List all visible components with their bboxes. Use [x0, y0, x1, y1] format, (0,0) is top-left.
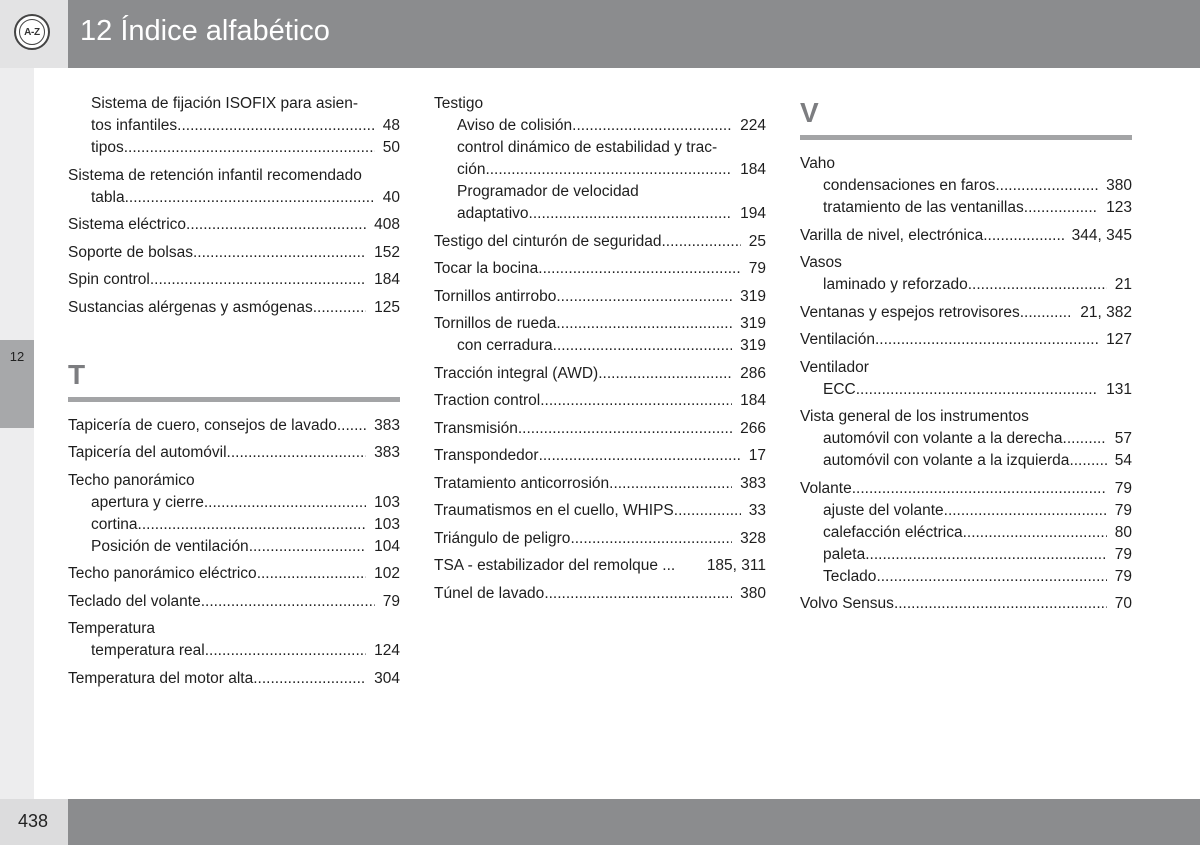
- dot-leader: [257, 563, 366, 585]
- page-reference[interactable]: 184: [740, 161, 766, 178]
- entry-label: Ventilación: [800, 331, 875, 348]
- entry-label: Triángulo de peligro: [434, 529, 571, 547]
- page-reference[interactable]: 319: [740, 337, 766, 354]
- page-reference[interactable]: 380: [740, 584, 766, 602]
- dot-leader: [944, 500, 1107, 522]
- index-subentry[interactable]: [434, 335, 766, 357]
- dot-leader: [186, 214, 366, 236]
- page-reference[interactable]: 57: [1114, 430, 1132, 447]
- page-reference[interactable]: 127: [1106, 331, 1132, 348]
- dot-leader: [1069, 450, 1106, 472]
- index-subentry[interactable]: [68, 187, 400, 209]
- page-reference[interactable]: 380: [1106, 177, 1132, 194]
- index-subentry: [434, 137, 766, 159]
- index-entry: [800, 252, 1132, 274]
- index-entry[interactable]: [68, 668, 400, 690]
- index-entry[interactable]: [434, 390, 766, 412]
- entry-label: ajuste del volante: [823, 501, 944, 519]
- dot-leader: [227, 442, 367, 464]
- index-entry[interactable]: [68, 214, 400, 236]
- dot-leader: [540, 390, 732, 412]
- entry-label: Volante: [800, 479, 852, 497]
- page-reference[interactable]: 383: [374, 444, 400, 461]
- entry-label: Vaho: [800, 155, 836, 172]
- dot-leader: [529, 203, 733, 225]
- page-reference[interactable]: 125: [374, 298, 400, 316]
- index-entry[interactable]: [68, 242, 400, 264]
- index-entry[interactable]: [68, 591, 400, 613]
- entry-label: tratamiento de las ventanillas: [823, 199, 1024, 216]
- entry-label: calefacción eléctrica: [823, 523, 963, 541]
- page-reference[interactable]: 79: [1114, 545, 1132, 563]
- entry-label: Testigo del cinturón de seguridad: [434, 232, 662, 250]
- dot-leader: [538, 258, 740, 280]
- entry-label: tabla: [91, 188, 125, 206]
- dot-leader: [983, 225, 1063, 247]
- entry-label: Posición de ventilación: [91, 537, 249, 555]
- section-letter-heading: [800, 93, 1132, 153]
- page-reference[interactable]: 21: [1114, 276, 1132, 293]
- entry-label: laminado y reforzado: [823, 276, 968, 293]
- index-subentry[interactable]: [434, 159, 766, 181]
- page-reference[interactable]: 383: [374, 416, 400, 434]
- entry-label: Soporte de bolsas: [68, 243, 193, 261]
- entry-label: con cerradura: [457, 337, 553, 354]
- page-reference[interactable]: 123: [1106, 199, 1132, 216]
- index-subentry[interactable]: [800, 450, 1132, 472]
- entry-label: temperatura real: [91, 642, 205, 659]
- entry-label: Programador de velocidad: [457, 183, 639, 200]
- dot-leader: [539, 445, 741, 467]
- footer-band: [68, 799, 1200, 845]
- page-reference[interactable]: 383: [740, 474, 766, 492]
- page-reference[interactable]: 152: [374, 243, 400, 261]
- dot-leader: [995, 175, 1098, 197]
- section-rule: [800, 135, 1132, 140]
- entry-label: Traction control: [434, 392, 541, 409]
- page-reference[interactable]: 17: [748, 447, 766, 464]
- entry-label: Vista general de los instrumentos: [800, 408, 1029, 425]
- dot-leader: [177, 115, 375, 137]
- index-column-2: [434, 93, 766, 605]
- dot-leader: [609, 473, 732, 495]
- page-reference[interactable]: 103: [374, 493, 400, 511]
- page-reference[interactable]: 224: [740, 117, 766, 134]
- entry-label: automóvil con volante a la izquierda: [823, 452, 1070, 469]
- entry-label: Sustancias alérgenas y asmógenas: [68, 298, 313, 316]
- dot-leader: [1020, 302, 1073, 324]
- entry-label: condensaciones en faros: [823, 177, 996, 194]
- page-reference[interactable]: 25: [748, 232, 766, 250]
- index-subentry[interactable]: [434, 115, 766, 137]
- page-reference[interactable]: 319: [740, 315, 766, 332]
- dot-leader: [856, 379, 1098, 401]
- entry-label: control dinámico de estabilidad y trac-: [457, 139, 718, 156]
- entry-label: Sistema de retención infantil recomendado: [68, 166, 362, 184]
- index-entry[interactable]: [434, 473, 766, 495]
- dot-leader: [865, 544, 1107, 566]
- entry-label: cortina: [91, 515, 138, 533]
- index-entry: [800, 153, 1132, 175]
- index-entry[interactable]: [68, 297, 400, 319]
- index-subentry[interactable]: [800, 175, 1132, 197]
- entry-label: Sistema de fijación ISOFIX para asien-: [91, 95, 359, 112]
- index-subentry[interactable]: [68, 514, 400, 536]
- page-reference[interactable]: 328: [740, 529, 766, 547]
- page-reference[interactable]: 266: [740, 419, 766, 437]
- dot-leader: [124, 137, 375, 159]
- dot-leader: [556, 286, 732, 308]
- dot-leader: [253, 668, 366, 690]
- index-entry[interactable]: [800, 225, 1132, 247]
- entry-label: Varilla de nivel, electrónica: [800, 226, 984, 244]
- dot-leader: [1063, 428, 1107, 450]
- dot-leader: [205, 640, 366, 662]
- entry-label: Aviso de colisión: [457, 117, 573, 134]
- entry-label: Teclado del volante: [68, 592, 201, 610]
- page-reference[interactable]: 33: [748, 502, 766, 519]
- dot-leader: [485, 159, 732, 181]
- index-entry[interactable]: [68, 415, 400, 437]
- index-subentry[interactable]: [800, 197, 1132, 219]
- entry-label: Túnel de lavado: [434, 584, 545, 602]
- entry-label: TSA - estabilizador del remolque ...: [434, 557, 676, 574]
- entry-label: Testigo: [434, 95, 484, 112]
- page-reference[interactable]: 131: [1106, 380, 1132, 398]
- page-reference[interactable]: 54: [1114, 452, 1132, 469]
- dot-leader: [556, 313, 732, 335]
- index-entry: [68, 470, 400, 492]
- index-subentry[interactable]: [800, 379, 1132, 401]
- index-entry[interactable]: [68, 563, 400, 585]
- page-reference[interactable]: 185, 311: [706, 557, 766, 574]
- entry-label: tos infantiles: [91, 117, 178, 134]
- page-reference[interactable]: 286: [740, 364, 766, 382]
- dot-leader: [544, 583, 732, 605]
- entry-label: Sistema eléctrico: [68, 216, 187, 233]
- entry-label: Tapicería del automóvil: [68, 444, 227, 461]
- index-subentry[interactable]: [434, 203, 766, 225]
- page-title: 12 Índice alfabético: [80, 15, 330, 47]
- entry-label: paleta: [823, 545, 866, 563]
- page-reference[interactable]: 408: [374, 216, 400, 233]
- dot-leader: [852, 478, 1107, 500]
- page-reference[interactable]: 184: [740, 392, 766, 409]
- page-reference[interactable]: 319: [740, 287, 766, 305]
- entry-label: Ventilador: [800, 358, 869, 376]
- entry-label: adaptativo: [457, 205, 529, 222]
- index-subentry[interactable]: [68, 137, 400, 159]
- chapter-tab[interactable]: 12: [0, 340, 34, 428]
- entry-label: Vasos: [800, 254, 842, 271]
- page-reference[interactable]: 21, 382: [1080, 303, 1132, 321]
- entry-label: Tornillos de rueda: [434, 315, 557, 332]
- index-entry[interactable]: [434, 313, 766, 335]
- index-entry[interactable]: [434, 500, 766, 522]
- entry-label: Traumatismos en el cuello, WHIPS: [434, 502, 674, 519]
- index-subentry[interactable]: [800, 522, 1132, 544]
- index-entry[interactable]: [800, 329, 1132, 351]
- page-reference[interactable]: 79: [748, 260, 766, 277]
- index-subentry[interactable]: [800, 544, 1132, 566]
- entry-label: Spin control: [68, 271, 150, 288]
- header-corner: [0, 0, 68, 68]
- a-z-badge-text: A-Z: [19, 19, 45, 45]
- index-entry: [68, 618, 400, 640]
- dot-leader: [138, 514, 367, 536]
- page-reference[interactable]: 102: [374, 565, 400, 582]
- index-column-1: [68, 93, 400, 690]
- page-number: 438: [18, 811, 49, 831]
- index-entry[interactable]: [434, 286, 766, 308]
- entry-label: apertura y cierre: [91, 493, 204, 511]
- index-entry[interactable]: [800, 593, 1132, 615]
- entry-label: Tracción integral (AWD): [434, 364, 599, 382]
- index-entry[interactable]: [434, 445, 766, 467]
- index-entry[interactable]: [800, 302, 1132, 324]
- index-entry: [434, 93, 766, 115]
- index-subentry: [434, 181, 766, 203]
- side-strip: [0, 68, 34, 799]
- index-subentry[interactable]: [68, 115, 400, 137]
- entry-label: Tratamiento anticorrosión: [434, 474, 610, 492]
- dot-leader: [313, 297, 366, 319]
- entry-label: ción: [457, 161, 486, 178]
- index-entry[interactable]: [434, 231, 766, 253]
- dot-leader: [1024, 197, 1098, 219]
- index-subentry: [68, 93, 400, 115]
- page-reference[interactable]: 70: [1114, 595, 1132, 612]
- section-letter: V: [800, 97, 819, 128]
- dot-leader: [570, 528, 732, 550]
- dot-leader: [337, 415, 366, 437]
- page-reference[interactable]: 79: [382, 592, 400, 610]
- index-entry[interactable]: [68, 269, 400, 291]
- entry-label: automóvil con volante a la derecha: [823, 430, 1063, 447]
- dot-leader: [661, 231, 740, 253]
- entry-label: Techo panorámico eléctrico: [68, 565, 257, 582]
- section-letter: T: [68, 358, 86, 390]
- dot-leader: [249, 536, 366, 558]
- dot-leader: [598, 363, 732, 385]
- index-subentry[interactable]: [800, 428, 1132, 450]
- entry-label: ECC: [823, 380, 856, 398]
- entry-label: tipos: [91, 139, 124, 156]
- page-reference[interactable]: 184: [374, 271, 400, 288]
- entry-label: Teclado: [823, 567, 877, 585]
- index-entry[interactable]: [68, 442, 400, 464]
- index-entry[interactable]: [434, 363, 766, 385]
- dot-leader: [674, 500, 741, 522]
- dot-leader: [193, 242, 366, 264]
- entry-label: Transpondedor: [434, 447, 539, 464]
- index-entry: [800, 406, 1132, 428]
- dot-leader: [968, 274, 1107, 296]
- dot-leader: [876, 566, 1106, 588]
- page-reference[interactable]: 304: [374, 669, 400, 687]
- entry-label: Temperatura del motor alta: [68, 669, 254, 687]
- page-reference[interactable]: 194: [740, 205, 766, 222]
- index-entry[interactable]: [434, 528, 766, 550]
- dot-leader: [875, 329, 1098, 351]
- section-rule: [68, 397, 400, 402]
- entry-label: Techo panorámico: [68, 471, 195, 489]
- section-letter-heading: [68, 355, 400, 415]
- dot-leader: [963, 522, 1107, 544]
- dot-leader: [150, 269, 366, 291]
- dot-leader: [125, 187, 375, 209]
- dot-leader: [518, 418, 732, 440]
- entry-label: Ventanas y espejos retrovisores: [800, 303, 1020, 321]
- page-reference[interactable]: 50: [382, 139, 400, 156]
- page-reference[interactable]: 344, 345: [1071, 226, 1132, 244]
- entry-label: Tapicería de cuero, consejos de lavado: [68, 416, 337, 434]
- index-entry[interactable]: [434, 418, 766, 440]
- page-reference[interactable]: 124: [374, 642, 400, 659]
- page-reference[interactable]: 40: [382, 188, 400, 206]
- page-reference[interactable]: 79: [1114, 479, 1132, 497]
- page-reference[interactable]: 79: [1114, 501, 1132, 519]
- a-z-index-icon: [14, 14, 50, 50]
- dot-leader: [553, 335, 732, 357]
- dot-leader: [894, 593, 1107, 615]
- page-reference[interactable]: 48: [382, 117, 400, 134]
- entry-label: Transmisión: [434, 419, 518, 437]
- page-reference[interactable]: 80: [1114, 523, 1132, 541]
- index-entry[interactable]: [434, 555, 766, 577]
- index-entry[interactable]: [800, 478, 1132, 500]
- dot-leader: [204, 492, 366, 514]
- index-subentry[interactable]: [68, 492, 400, 514]
- index-subentry[interactable]: [800, 566, 1132, 588]
- dot-leader: [572, 115, 732, 137]
- index-entry: [800, 357, 1132, 379]
- page-reference[interactable]: 103: [374, 515, 400, 533]
- index-column-3: [800, 93, 1132, 615]
- dot-leader: [201, 591, 375, 613]
- entry-label: Volvo Sensus: [800, 595, 894, 612]
- entry-label: Tornillos antirrobo: [434, 287, 557, 305]
- entry-label: Temperatura: [68, 620, 156, 637]
- index-entry[interactable]: [434, 583, 766, 605]
- page-reference[interactable]: 79: [1114, 567, 1132, 585]
- index-entry[interactable]: [434, 258, 766, 280]
- entry-label: Tocar la bocina: [434, 260, 539, 277]
- index-subentry[interactable]: [68, 640, 400, 662]
- page-reference[interactable]: 104: [374, 537, 400, 555]
- index-subentry[interactable]: [800, 274, 1132, 296]
- index-subentry[interactable]: [800, 500, 1132, 522]
- index-entry: [68, 165, 400, 187]
- index-subentry[interactable]: [68, 536, 400, 558]
